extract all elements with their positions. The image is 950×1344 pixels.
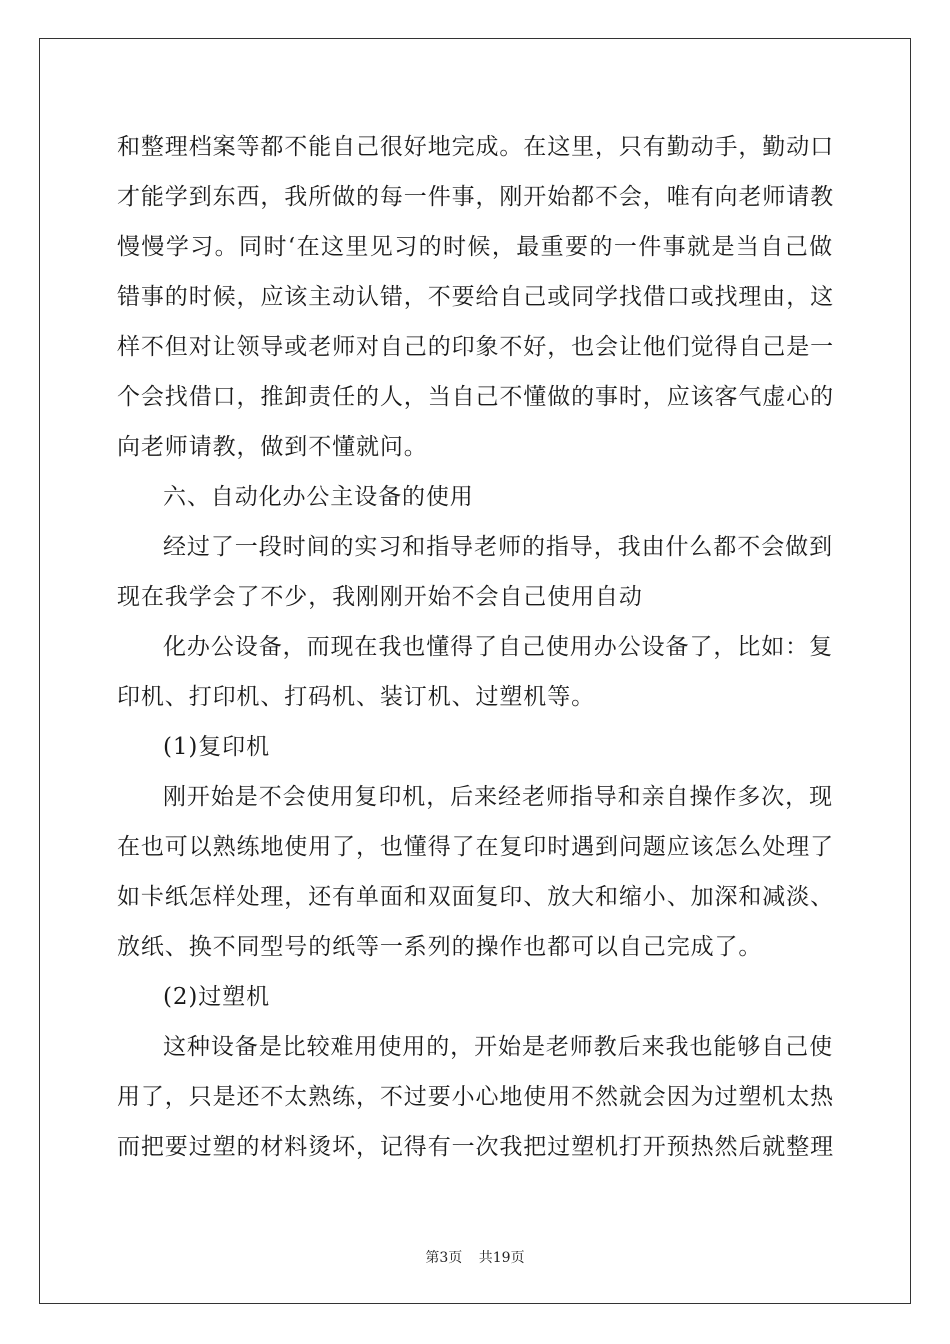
- text-line: 错事的时候，应该主动认错，不要给自己或同学找借口或找理由，这: [117, 284, 834, 310]
- page-number: 第3页: [425, 1250, 463, 1266]
- text-line: 在也可以熟练地使用了，也懂得了在复印时遇到问题应该怎么处理了: [117, 834, 834, 860]
- text-line: 用了，只是还不太熟练，不过要小心地使用不然就会因为过塑机太热: [117, 1084, 834, 1110]
- text-line: 化办公设备，而现在我也懂得了自己使用办公设备了，比如：复: [163, 634, 833, 660]
- text-line: 而把要过塑的材料烫坏，记得有一次我把过塑机打开预热然后就整理: [117, 1134, 834, 1160]
- text-line: 向老师请教，做到不懂就问。: [117, 434, 428, 460]
- text-line: 慢慢学习。同时‘在这里见习的时候，最重要的一件事就是当自己做: [117, 234, 833, 260]
- section-heading: 六、自动化办公主设备的使用: [163, 484, 474, 510]
- document-body: [117, 127, 833, 1177]
- page-total: 共19页: [478, 1250, 525, 1266]
- text-line: 刚开始是不会使用复印机，后来经老师指导和亲自操作多次，现: [163, 784, 833, 810]
- text-line: 如卡纸怎样处理，还有单面和双面复印、放大和缩小、加深和减淡、: [117, 884, 834, 910]
- page-footer: [0, 1247, 950, 1267]
- text-line: 样不但对让领导或老师对自己的印象不好，也会让他们觉得自己是一: [117, 334, 834, 360]
- text-line: 放纸、换不同型号的纸等一系列的操作也都可以自己完成了。: [117, 934, 763, 960]
- text-line: 才能学到东西，我所做的每一件事，刚开始都不会，唯有向老师请教: [117, 184, 834, 210]
- text-line: 个会找借口，推卸责任的人，当自己不懂做的事时，应该客气虚心的: [117, 384, 834, 410]
- text-line: 印机、打印机、打码机、装订机、过塑机等。: [117, 684, 595, 710]
- subsection-heading: (1)复印机: [163, 734, 270, 760]
- text-line: 经过了一段时间的实习和指导老师的指导，我由什么都不会做到: [163, 534, 833, 560]
- text-line: 和整理档案等都不能自己很好地完成。在这里，只有勤动手，勤动口: [117, 134, 834, 160]
- text-line: 现在我学会了不少，我刚刚开始不会自己使用自动: [117, 584, 643, 610]
- subsection-heading: (2)过塑机: [163, 984, 270, 1010]
- text-line: 这种设备是比较难用使用的，开始是老师教后来我也能够自己使: [163, 1034, 833, 1060]
